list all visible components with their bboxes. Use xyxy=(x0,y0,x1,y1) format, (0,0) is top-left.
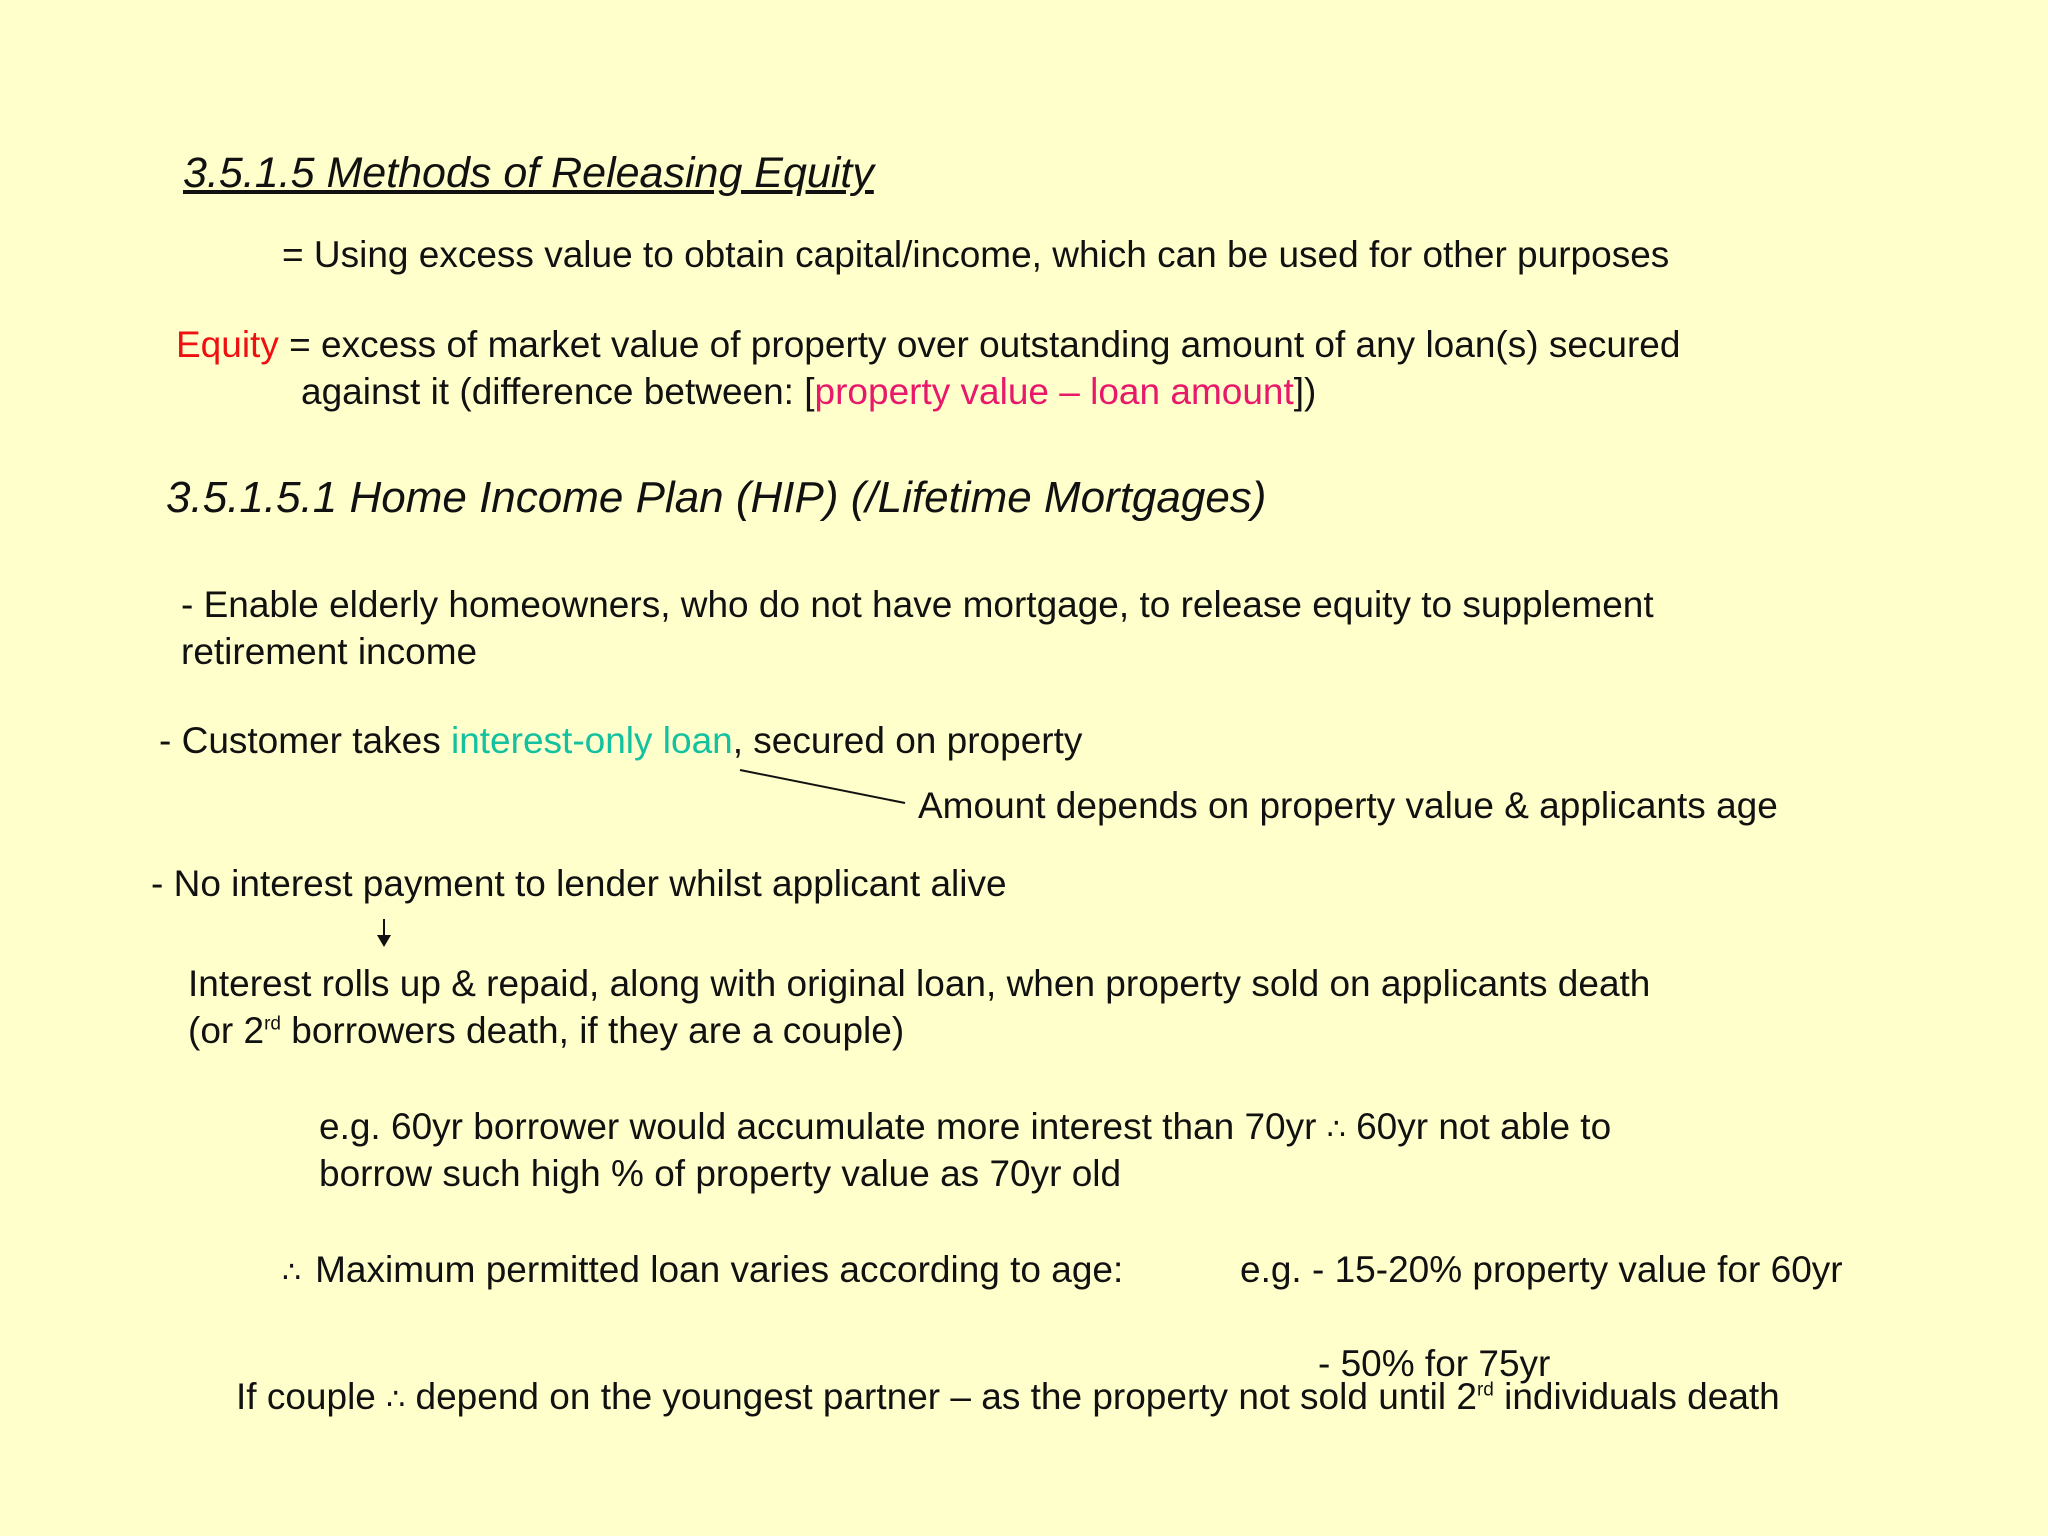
max-loan-example-75: - 50% for 75yr xyxy=(1318,1343,1551,1384)
couple-middle: depend on the youngest partner – as the property not sold until 2 xyxy=(405,1376,1477,1417)
subsection-title: 3.5.1.5.1 Home Income Plan (HIP) (/Lifetime Mortgages) xyxy=(166,473,1267,522)
max-loan-example-60: e.g. - 15-20% property value for 60yr xyxy=(1240,1249,1843,1290)
down-arrow-icon xyxy=(377,935,391,947)
couple-prefix: If couple xyxy=(236,1376,387,1417)
therefore-icon: ∴ xyxy=(282,1256,302,1289)
definition-line: = Using excess value to obtain capital/income, which can be used for other purposes xyxy=(282,234,1670,275)
bullet-customer-suffix: , secured on property xyxy=(732,720,1083,761)
equity-definition-prefix: against it (difference between: [ xyxy=(301,371,815,412)
max-loan-text: Maximum permitted loan varies according to age: xyxy=(315,1249,1124,1290)
therefore-icon: ∴ xyxy=(386,1383,406,1416)
bullet-enable-line-2: retirement income xyxy=(181,631,478,672)
example-line-2: borrow such high % of property value as 70yr old xyxy=(319,1153,1122,1194)
amount-callout: Amount depends on property value & applicants age xyxy=(918,785,1778,826)
equity-definition-suffix: ]) xyxy=(1293,371,1317,412)
equity-formula: property value – loan amount xyxy=(814,371,1294,412)
bullet-no-interest: - No interest payment to lender whilst applicant alive xyxy=(151,863,1007,904)
rollup-prefix: (or 2 xyxy=(188,1010,265,1051)
example-suffix: 60yr not able to xyxy=(1345,1106,1612,1147)
callout-connector-line xyxy=(740,770,905,803)
section-title: 3.5.1.5 Methods of Releasing Equity xyxy=(183,149,874,197)
example-prefix: e.g. 60yr borrower would accumulate more interest than 70yr xyxy=(319,1106,1327,1147)
bullet-enable-line-1: - Enable elderly homeowners, who do not have mortgage, to release equity to supplement xyxy=(181,584,1654,625)
interest-rollup-line-1: Interest rolls up & repaid, along with original loan, when property sold on applicants death xyxy=(188,963,1651,1004)
rollup-suffix: borrowers death, if they are a couple) xyxy=(280,1010,905,1051)
bullet-customer-prefix: - Customer takes xyxy=(159,720,451,761)
therefore-icon: ∴ xyxy=(1326,1113,1346,1146)
couple-suffix: individuals death xyxy=(1493,1376,1780,1417)
equity-definition-text: = excess of market value of property over outstanding amount of any loan(s) secured xyxy=(278,324,1681,365)
ordinal-superscript: rd xyxy=(1476,1379,1494,1401)
equity-term: Equity xyxy=(176,324,279,365)
ordinal-superscript: rd xyxy=(264,1013,281,1035)
interest-only-loan: interest-only loan xyxy=(450,720,733,761)
